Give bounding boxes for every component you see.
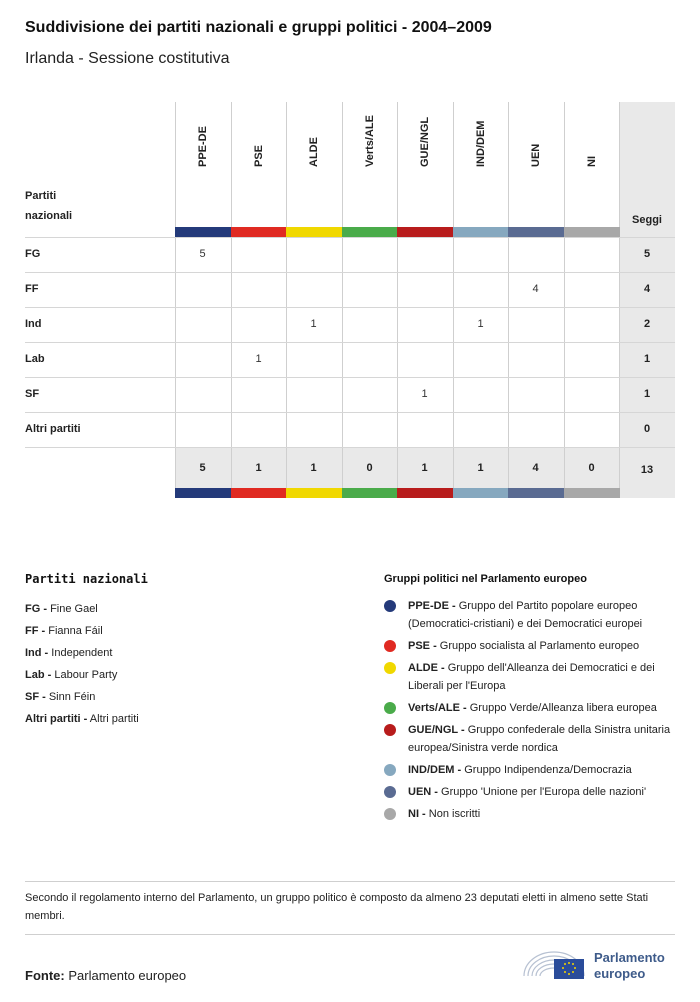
- group-legend-item: [384, 597, 679, 633]
- group-total: 0: [588, 462, 595, 474]
- party-abbr: FG -: [25, 603, 47, 615]
- group-name: Gruppo dell'Alleanza dei Democratici e dei Liberali per l'Europa: [408, 662, 655, 692]
- party-abbr: SF -: [25, 691, 46, 703]
- source-label: Fonte:: [25, 968, 65, 983]
- group-color-bar-bottom: [175, 488, 231, 498]
- source: [25, 968, 186, 983]
- source-value: Parlamento europeo: [68, 968, 187, 983]
- group-color-bar: [286, 227, 342, 237]
- group-color-dot-icon: [384, 724, 396, 736]
- group-abbr: IND/DEM -: [408, 764, 462, 776]
- group-color-dot-icon: [384, 808, 396, 820]
- group-legend-item: [384, 699, 679, 717]
- group-column-header: [508, 102, 563, 227]
- group-column-header: [342, 102, 397, 227]
- row-header-line2: nazionali: [25, 210, 73, 222]
- group-abbr: PPE-DE -: [408, 600, 456, 612]
- party-name: Altri partiti: [89, 713, 139, 725]
- party-label: FG: [25, 248, 41, 260]
- group-color-dot-icon: [384, 662, 396, 674]
- note-divider-bottom: [25, 934, 675, 935]
- seats-header: Seggi: [632, 214, 662, 226]
- logo-text-line1: Parlamento: [594, 950, 665, 965]
- row-header: [25, 186, 72, 226]
- group-name: Non iscritti: [428, 808, 481, 820]
- group-code: PPE-DE: [196, 126, 209, 167]
- party-label: Lab: [25, 353, 45, 365]
- group-legend-item: [384, 783, 679, 801]
- group-column-header: [286, 102, 341, 227]
- seat-cell: 5: [199, 248, 206, 260]
- group-color-bar-bottom: [453, 488, 509, 498]
- group-code: Verts/ALE: [363, 115, 376, 167]
- seat-cell: 1: [421, 388, 428, 400]
- group-column-header: [453, 102, 508, 227]
- party-name: Sinn Féin: [48, 691, 96, 703]
- groups-legend: [384, 597, 679, 827]
- group-color-dot-icon: [384, 764, 396, 776]
- group-color-bar-bottom: [508, 488, 564, 498]
- group-abbr: GUE/NGL -: [408, 724, 465, 736]
- group-column-header: [564, 102, 619, 227]
- table-row: [25, 272, 675, 307]
- table-row: [25, 237, 675, 272]
- party-abbr: Altri partiti -: [25, 713, 88, 725]
- group-color-bar: [453, 227, 509, 237]
- row-header-line1: Partiti: [25, 190, 57, 202]
- page-title: Suddivisione dei partiti nazionali e gruppi politici - 2004–2009: [25, 19, 492, 36]
- table-row: [25, 307, 675, 342]
- group-total: 1: [255, 462, 262, 474]
- party-label: Ind: [25, 318, 42, 330]
- party-label: Altri partiti: [25, 423, 81, 435]
- group-color-bar: [397, 227, 453, 237]
- group-total: 5: [199, 462, 206, 474]
- party-seats: 1: [643, 353, 651, 365]
- group-name: Gruppo Indipendenza/Democrazia: [464, 764, 632, 776]
- group-total: 4: [532, 462, 539, 474]
- group-total: 0: [366, 462, 373, 474]
- party-abbr: FF -: [25, 625, 46, 637]
- party-legend-item: [25, 598, 139, 620]
- totals-divider: [25, 447, 675, 448]
- group-code: ALDE: [307, 137, 320, 167]
- group-column-header: [175, 102, 230, 227]
- groups-legend-title: Gruppi politici nel Parlamento europeo: [384, 573, 587, 585]
- group-color-dot-icon: [384, 600, 396, 612]
- group-total: 1: [421, 462, 428, 474]
- group-legend-item: [384, 721, 679, 757]
- table-row: [25, 412, 675, 447]
- group-color-bar: [508, 227, 564, 237]
- seat-cell: 1: [255, 353, 262, 365]
- group-name: Gruppo socialista al Parlamento europeo: [439, 640, 640, 652]
- seat-cell: 4: [532, 283, 539, 295]
- group-code: NI: [585, 156, 598, 167]
- group-code: PSE: [252, 144, 265, 167]
- group-name: Gruppo del Partito popolare europeo (Democratici-cristiani) e dei Democratici europei: [408, 600, 643, 630]
- note-divider-top: [25, 881, 675, 882]
- group-color-bar-bottom: [342, 488, 398, 498]
- group-color-bar-bottom: [286, 488, 342, 498]
- group-color-bar: [342, 227, 398, 237]
- group-color-dot-icon: [384, 640, 396, 652]
- party-legend-item: [25, 620, 139, 642]
- party-legend-item: [25, 664, 139, 686]
- group-color-bar-bottom: [231, 488, 287, 498]
- group-abbr: PSE -: [408, 640, 437, 652]
- parties-legend: [25, 598, 139, 730]
- group-name: Gruppo confederale della Sinistra unitaria europea/Sinistra verde nordica: [408, 724, 671, 754]
- party-legend-item: [25, 642, 139, 664]
- group-abbr: ALDE -: [408, 662, 445, 674]
- group-color-bar: [175, 227, 231, 237]
- group-abbr: NI -: [408, 808, 426, 820]
- group-legend-item: [384, 805, 679, 823]
- party-name: Fianna Fáil: [48, 625, 103, 637]
- group-legend-item: [384, 659, 679, 695]
- group-color-dot-icon: [384, 702, 396, 714]
- group-code: UEN: [529, 143, 542, 167]
- party-seats: 2: [643, 318, 651, 330]
- group-name: Gruppo Verde/Alleanza libera europea: [469, 702, 657, 714]
- party-label: SF: [25, 388, 40, 400]
- group-color-bar: [231, 227, 287, 237]
- hemicycle-flag-icon: [520, 944, 592, 984]
- party-seats: 1: [643, 388, 651, 400]
- group-legend-item: [384, 637, 679, 655]
- party-name: Fine Gael: [50, 603, 98, 615]
- party-name: Labour Party: [54, 669, 118, 681]
- party-name: Independent: [51, 647, 113, 659]
- party-legend-item: [25, 686, 139, 708]
- group-name: Gruppo 'Unione per l'Europa delle nazioni': [441, 786, 647, 798]
- group-column-header: [231, 102, 286, 227]
- group-color-bar: [564, 227, 620, 237]
- party-seats: 4: [643, 283, 651, 295]
- grand-total: 13: [640, 464, 654, 476]
- table-row: [25, 342, 675, 377]
- group-abbr: Verts/ALE -: [408, 702, 467, 714]
- group-color-dot-icon: [384, 786, 396, 798]
- page-subtitle: Irlanda - Sessione costitutiva: [25, 50, 230, 67]
- party-abbr: Ind -: [25, 647, 49, 659]
- group-code: GUE/NGL: [418, 116, 431, 167]
- group-column-header: [397, 102, 452, 227]
- footnote: Secondo il regolamento interno del Parlamento, un gruppo politico è composto da almeno 23 deputati eletti in almeno sette Stati membri.: [25, 892, 649, 922]
- party-abbr: Lab -: [25, 669, 52, 681]
- parliament-logo: [520, 944, 680, 984]
- party-seats: 5: [643, 248, 651, 260]
- group-color-bar-bottom: [564, 488, 620, 498]
- logo-text-line2: europeo: [594, 966, 646, 981]
- party-legend-item: [25, 708, 139, 730]
- group-total: 1: [477, 462, 484, 474]
- seat-cell: 1: [310, 318, 317, 330]
- parties-legend-title: Partiti nazionali: [25, 572, 148, 586]
- group-legend-item: [384, 761, 679, 779]
- seat-cell: 1: [477, 318, 484, 330]
- table-row: [25, 377, 675, 412]
- party-label: FF: [25, 283, 39, 295]
- party-seats: 0: [643, 423, 651, 435]
- group-total: 1: [310, 462, 317, 474]
- group-abbr: UEN -: [408, 786, 438, 798]
- group-code: IND/DEM: [474, 120, 487, 167]
- logo-text: [594, 950, 665, 982]
- group-color-bar-bottom: [397, 488, 453, 498]
